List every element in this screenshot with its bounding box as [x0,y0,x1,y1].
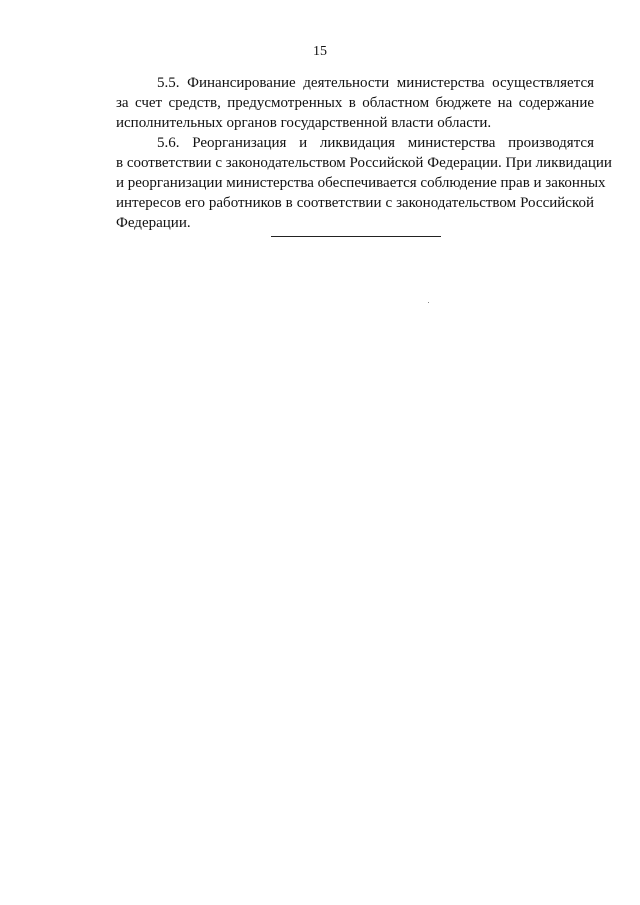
section-5-5-line-1: 5.5. Финансирование деятельности министерства осуществляется [157,75,594,91]
scan-speck [428,302,429,303]
section-5-6-line-3: и реорганизации министерства обеспечивается соблюдение прав и законных [116,175,606,191]
section-5-6-line-1: 5.6. Реорганизация и ликвидация министерства производятся [157,135,594,151]
section-5-6-line-4: интересов его работников в соответствии с законодательством Российской [116,195,594,211]
section-5-5-line-3: исполнительных органов государственной власти области. [116,115,492,131]
document-body [116,73,612,233]
section-5-5-line-2: за счет средств, предусмотренных в областном бюджете на содержание [116,95,594,111]
end-of-document-rule [271,236,441,237]
section-5-5 [116,73,594,133]
section-5-6-line-5: Федерации. [116,215,191,231]
section-5-6 [116,133,612,233]
page-number: 15 [313,44,327,59]
section-5-6-line-2: в соответствии с законодательством Российской Федерации. При ликвидации [116,155,612,171]
